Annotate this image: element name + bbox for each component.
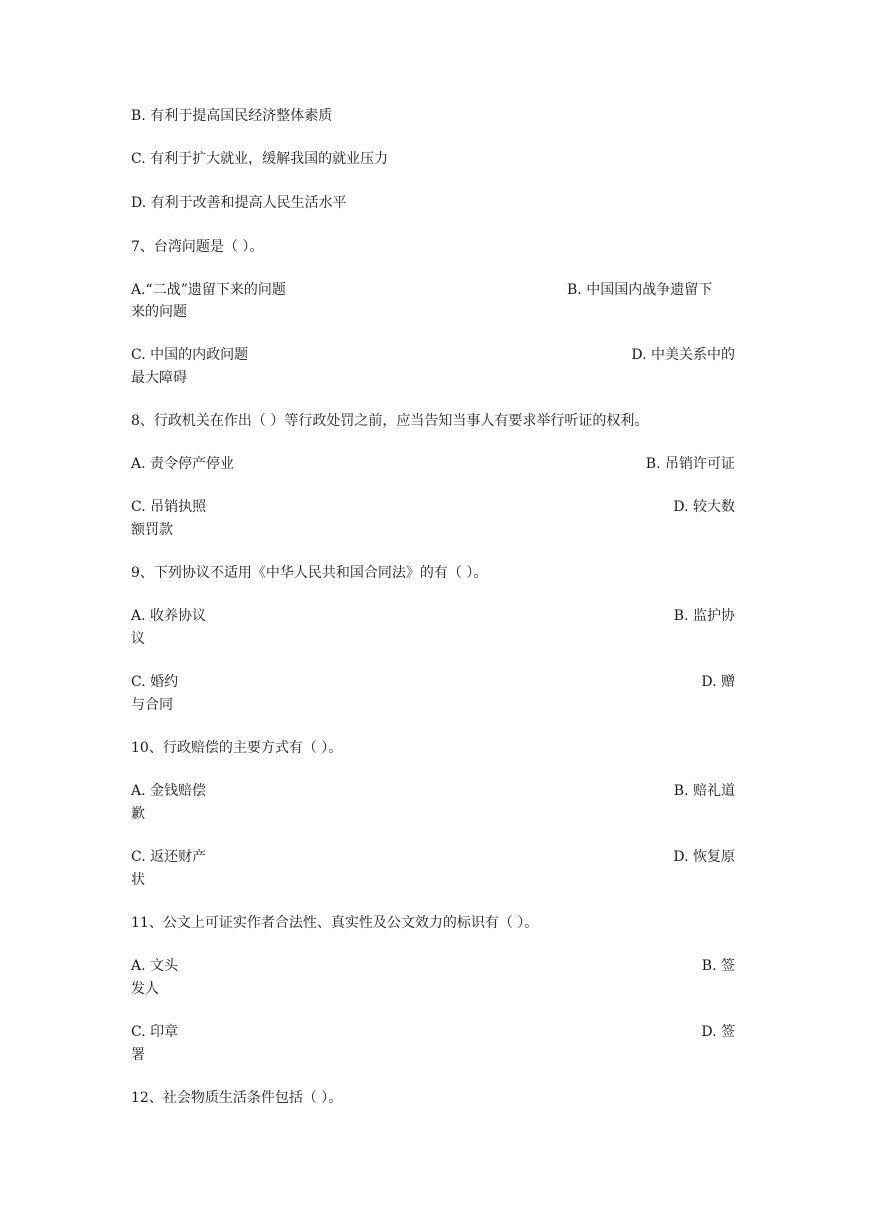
option-c-q9: C. 婚约 (131, 674, 179, 690)
option-b-q9: B. 监护协 (673, 608, 735, 624)
option-b-q7: B. 中国国内战争遗留下 (567, 282, 713, 298)
option-b-q8: B. 吊销许可证 (645, 456, 735, 472)
question-7: 7、台湾问题是（ ）。 (131, 239, 264, 255)
option-a-q9: A. 收养协议 (131, 608, 207, 624)
option-b-q11-wrap: 发人 (131, 981, 159, 997)
option-c-q11: C. 印章 (131, 1024, 179, 1040)
question-12: 12、社会物质生活条件包括（ ）。 (131, 1090, 343, 1106)
option-d-q7: D. 中美关系中的 (631, 347, 735, 363)
option-b-q10-wrap: 歉 (131, 806, 145, 822)
question-11: 11、公文上可证实作者合法性、真实性及公文效力的标识有（ ）。 (131, 915, 539, 931)
option-d-q8: D. 较大数 (673, 499, 735, 515)
option-c-q8: C. 吊销执照 (131, 499, 207, 515)
option-b-q9-wrap: 议 (131, 631, 145, 647)
question-10: 10、行政赔偿的主要方式有（ ）。 (131, 740, 343, 756)
question-9: 9、下列协议不适用《中华人民共和国合同法》的有（ ）。 (131, 565, 488, 581)
option-d-q10-wrap: 状 (131, 872, 145, 888)
option-c-q7: C. 中国的内政问题 (131, 347, 249, 363)
option-b-q6: B. 有利于提高国民经济整体素质 (131, 108, 333, 124)
option-a-q10: A. 金钱赔偿 (131, 783, 207, 799)
option-d-q11-wrap: 署 (131, 1047, 145, 1063)
option-d-q8-wrap: 额罚款 (131, 522, 173, 538)
option-a-q7: A.“二战”遗留下来的问题 (131, 282, 286, 298)
option-c-q10: C. 返还财产 (131, 849, 207, 865)
option-d-q9-wrap: 与合同 (131, 697, 173, 713)
option-b-q11: B. 签 (701, 958, 735, 974)
option-b-q10: B. 赔礼道 (673, 783, 735, 799)
option-d-q7-wrap: 最大障碍 (131, 370, 187, 386)
question-8: 8、行政机关在作出（ ）等行政处罚之前，应当告知当事人有要求举行听证的权利。 (131, 413, 649, 429)
option-d-q11: D. 签 (701, 1024, 735, 1040)
option-d-q10: D. 恢复原 (673, 849, 735, 865)
option-a-q11: A. 文头 (131, 958, 179, 974)
option-b-q7-wrap: 来的问题 (131, 304, 187, 320)
option-d-q6: D. 有利于改善和提高人民生活水平 (131, 195, 347, 211)
option-c-q6: C. 有利于扩大就业，缓解我国的就业压力 (131, 151, 389, 167)
option-d-q9: D. 赠 (701, 674, 735, 690)
option-a-q8: A. 责令停产停业 (131, 456, 235, 472)
